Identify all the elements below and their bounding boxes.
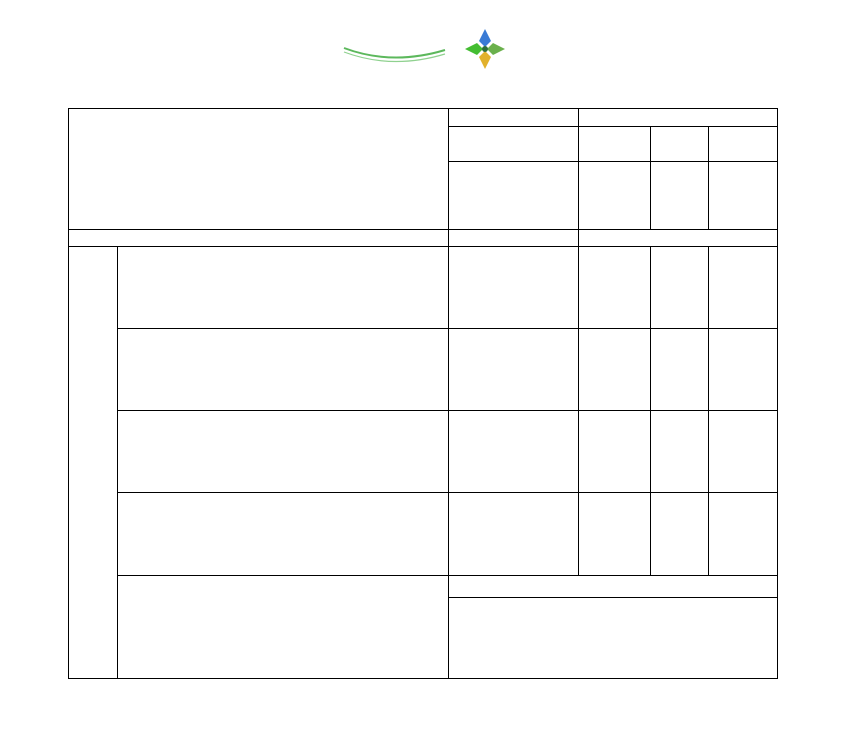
agency-swoosh-icon [342, 44, 447, 64]
data-table [68, 108, 778, 679]
ministry-emblem-icon [463, 27, 507, 71]
